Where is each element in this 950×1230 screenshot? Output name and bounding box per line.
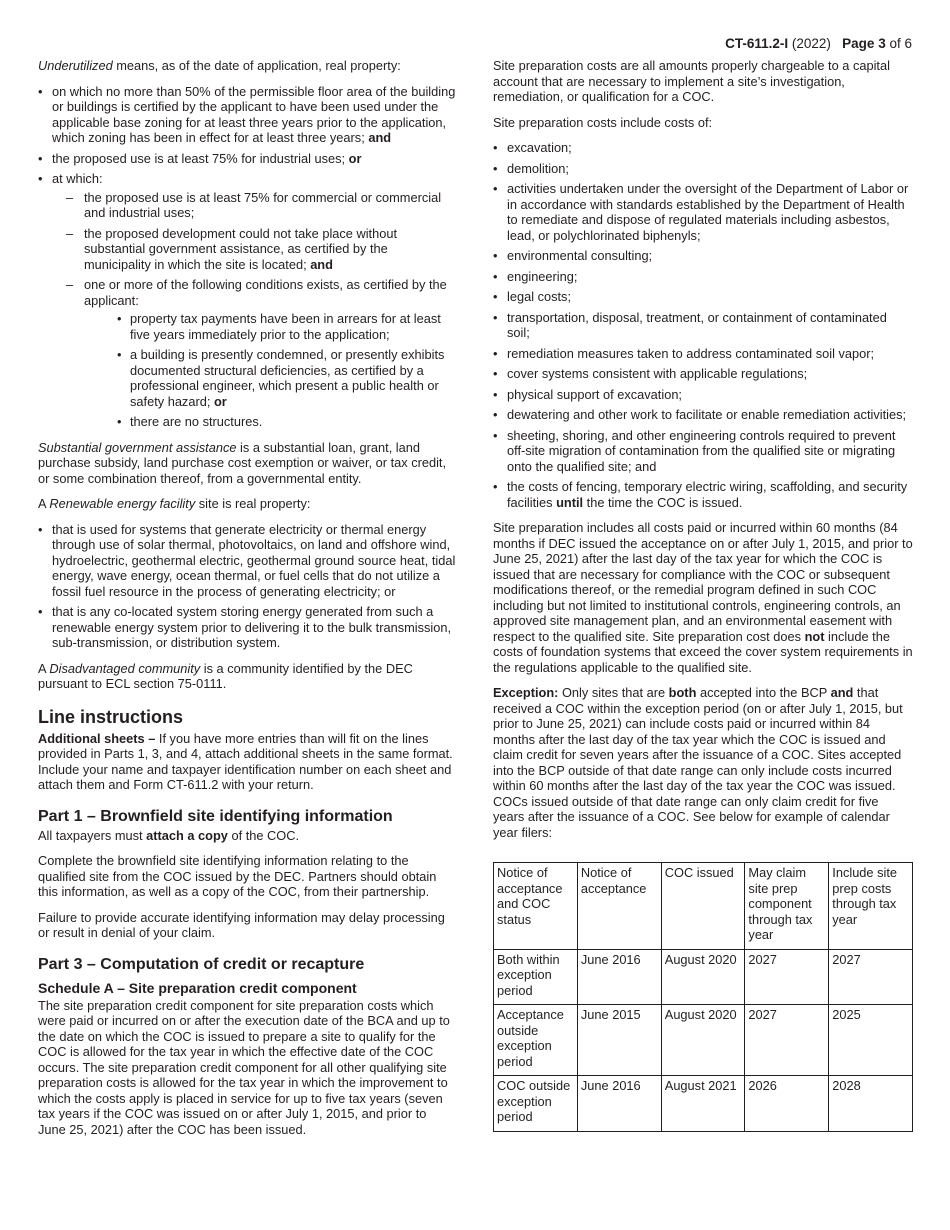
schedule-a-text: The site preparation credit component for site preparation costs which were paid or incurred on or after the execution date of the BCA and up to the date on which the COC is issued to prepare a site to qualify for the COC is allowed for the tax year in which the effective date of the COC occurs. The site preparation credit component for all other qualifying site preparation costs is allowed for the tax year in which the improvement to which the costs apply is placed in service for up to five tax years (seven tax years if the COC was issued on or after July 1, 2015, and prior to June 25, 2021) after the COC has been issued. [38, 997, 450, 1137]
conditions-list [52, 190, 456, 430]
page-header [725, 36, 912, 52]
list-item: • that is used for systems that generate electricity or thermal energy through use of solar thermal, photovoltaics, on land and offshore wind, hydroelectric, geothermal electric, geothermal ground source heat, tidal energy, wave energy, ocean thermal, or fuel cells that do not utilize a fossil fuel resource in the process of generating electricity; or [38, 522, 456, 600]
exception-text: Exception: Only sites that are both accepted into the BCP and that received a COC within the exception period (on or after July 1, 2015, but prior to June 25, 2021) can include costs paid or incurred within 84 months after the last day of the tax year which the COC is issued and claim credit for seven years after the issuance of a COC. Sites accepted into the BCP outside of that date range can only include costs incurred within 60 months after the last day of the tax year the COC was issued. COCs issued outside of that date range can only claim credit for five years after the issuance of a COC. See below for example of calendar year filers: [493, 685, 903, 840]
form-year: (2022) [791, 36, 831, 51]
list-item: • excavation; [493, 140, 913, 156]
list-item: – the proposed use is at least 75% for commercial or commercial and industrial uses; [52, 190, 456, 221]
site-prep-definition: Site preparation costs are all amounts properly chargeable to a capital account that are necessary to implement a site’s investigation, remediation, or qualification for a COC. [493, 58, 890, 104]
page-total: of 6 [889, 36, 912, 51]
table-cell: 2027 [829, 949, 913, 1005]
list-item: • there are no structures. [84, 414, 456, 430]
part1-heading: Part 1 – Brownfield site identifying information [38, 807, 393, 825]
list-item: • at which: – the proposed use is at least 75% for commercial or commercial and industrial uses; – the proposed development could not take place without substantial government assistance, as certified by the municipality in which the site is located; and – one or more of the following conditions exists, as certified by the applicant: • property tax payments have been in arrears for at least five years immediately prior to the application; • a building is presently condemned, or presently exhibits documented structural deficiencies, as certified by a professional engineer, which present a public health or safety hazard; or • there are no structures. [38, 171, 456, 430]
part1-failure-text: Failure to provide accurate identifying information may delay processing or result in denial of your claim. [38, 909, 445, 940]
table-header-cell: COC issued [661, 863, 745, 950]
table-cell: June 2015 [577, 1005, 661, 1076]
list-item: • engineering; [493, 269, 913, 285]
renewable-definition: A Renewable energy facility site is real property: [38, 496, 311, 511]
site-prep-includes-text: Site preparation includes all costs paid or incurred within 60 months (84 months if DEC issued the acceptance on or after July 1, 2015, and prior to June 25, 2021) after the last day of the tax year for which the COC is issued that are necessary for compliance with the COC or subsequent modifications thereof, or the remedial program defined in such COC including but not limited to institutional controls, engineering controls, an approved site management plan, and an environmental easement with respect to the qualified site. Site preparation cost does not include the costs of foundation systems that exceed the cover system requirements in the regulations applicable to the qualified site. [493, 520, 913, 675]
table-cell: COC outside exception period [494, 1076, 578, 1132]
part1-complete-text: Complete the brownfield site identifying information relating to the qualified site from the COC issued by the DEC. Partners should obtain this information, as well as a copy of the COC, from their partnership. [38, 853, 437, 899]
underutilized-list [38, 84, 456, 430]
right-column [493, 58, 913, 1132]
table-header-cell: Notice of acceptance [577, 863, 661, 950]
table-cell: 2025 [829, 1005, 913, 1076]
table-cell: August 2021 [661, 1076, 745, 1132]
schedule-a-heading: Schedule A – Site preparation credit component [38, 979, 357, 996]
additional-sheets-text: Additional sheets – If you have more entries than will fit on the lines provided in Parts 1, 3, and 4, attach additional sheets in the same format. Include your name and taxpayer identification number on each sheet and attach them and Form CT-611.2 with your return. [38, 730, 453, 792]
sga-definition: Substantial government assistance is a substantial loan, grant, land purchase subsidy, land purchase cost exemption or waiver, or tax credit, or some combination thereof, from a governmental entity. [38, 439, 447, 486]
table-row [494, 1076, 913, 1132]
table-row [494, 949, 913, 1005]
list-item: • sheeting, shoring, and other engineering controls required to prevent off-site migration of contamination from the qualified site or migrating onto the qualified site; and [493, 428, 913, 475]
table-cell: 2027 [745, 1005, 829, 1076]
site-prep-costs-list [493, 140, 913, 510]
table-cell: 2026 [745, 1076, 829, 1132]
list-item: • activities undertaken under the oversight of the Department of Labor or in accordance with standards established by the Department of Health to remediate and dispose of regulated materials including asbestos, lead, or polychlorinated biphenyls; [493, 181, 913, 243]
table-cell: June 2016 [577, 949, 661, 1005]
list-item: – the proposed development could not take place without substantial government assistance, as certified by the municipality in which the site is located; and [52, 226, 456, 273]
list-item: • the costs of fencing, temporary electric wiring, scaffolding, and security facilities until the time the COC is issued. [493, 479, 913, 510]
table-row [494, 1005, 913, 1076]
table-cell: Acceptance outside exception period [494, 1005, 578, 1076]
table-cell: August 2020 [661, 1005, 745, 1076]
list-item: • remediation measures taken to address contaminated soil vapor; [493, 346, 913, 362]
table-cell: August 2020 [661, 949, 745, 1005]
line-instructions-heading: Line instructions [38, 706, 184, 727]
list-item: • environmental consulting; [493, 248, 913, 264]
renewable-list [38, 522, 456, 651]
table-cell: 2028 [829, 1076, 913, 1132]
list-item: • dewatering and other work to facilitate or enable remediation activities; [493, 407, 913, 423]
list-item: • that is any co-located system storing energy generated from such a renewable energy system prior to delivering it to the bulk transmission, sub-transmission, or distribution system. [38, 604, 456, 651]
table-cell: June 2016 [577, 1076, 661, 1132]
form-number: CT-611.2-I [725, 36, 789, 51]
list-item: • legal costs; [493, 289, 913, 305]
table-header-cell: Include site prep costs through tax year [829, 863, 913, 950]
table-cell: Both within exception period [494, 949, 578, 1005]
page-number: Page 3 [842, 36, 886, 51]
list-item: • property tax payments have been in arrears for at least five years immediately prior to the application; [84, 311, 456, 342]
list-item: • a building is presently condemned, or presently exhibits documented structural deficiencies, as certified by a professional engineer, which present a public health or safety hazard; or [84, 347, 456, 409]
list-item: • the proposed use is at least 75% for industrial uses; or [38, 151, 456, 167]
list-item: – one or more of the following conditions exists, as certified by the applicant: • property tax payments have been in arrears for at least five years immediately prior to the application; • a building is presently condemned, or presently exhibits documented structural deficiencies, as certified by a professional engineer, which present a public health or safety hazard; or • there are no structures. [52, 277, 456, 430]
table-header-cell: May claim site prep component through tax year [745, 863, 829, 950]
table-header-cell: Notice of acceptance and COC status [494, 863, 578, 950]
part1-attach-text: All taxpayers must attach a copy of the COC. [38, 827, 300, 843]
list-item: • physical support of excavation; [493, 387, 913, 403]
part3-heading: Part 3 – Computation of credit or recapture [38, 955, 365, 973]
table-header-row [494, 863, 913, 950]
underutilized-definition: Underutilized means, as of the date of application, real property: [38, 58, 401, 73]
table-cell: 2027 [745, 949, 829, 1005]
list-item: • demolition; [493, 161, 913, 177]
example-table [493, 862, 913, 1132]
site-prep-costs-intro: Site preparation costs include costs of: [493, 114, 713, 130]
list-item: • on which no more than 50% of the permissible floor area of the building or buildings is certified by the applicant to have been used under the applicable base zoning for at least three years prior to the application, which zoning has been in effect for at least three years; and [38, 84, 456, 146]
list-item: • cover systems consistent with applicable regulations; [493, 366, 913, 382]
disadvantaged-definition: A Disadvantaged community is a community identified by the DEC pursuant to ECL section 75-0111. [38, 660, 413, 691]
left-column [38, 58, 456, 1147]
sub-conditions-list [84, 311, 456, 430]
list-item: • transportation, disposal, treatment, or containment of contaminated soil; [493, 310, 913, 341]
